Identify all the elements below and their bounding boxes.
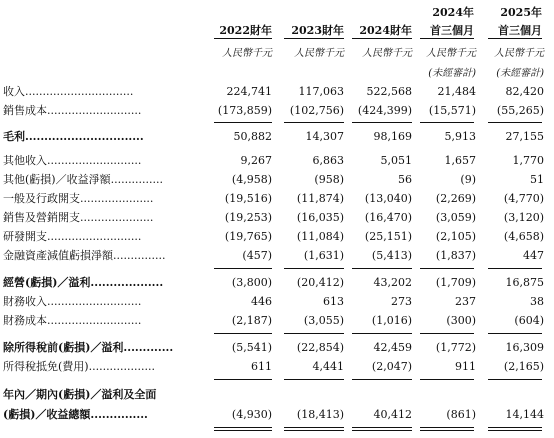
subtotal-rule [420, 333, 474, 334]
total-double-rule [420, 430, 474, 431]
cell-value: (2,269) [435, 192, 476, 205]
cell-value: (424,399) [357, 104, 412, 117]
total-row [0, 385, 554, 425]
cell-value: 611 [251, 360, 272, 373]
subtotal-rule [284, 122, 344, 123]
col-unit: 人民幣千元 [294, 48, 344, 59]
cell-value: (5,413) [371, 249, 412, 262]
cell-value: (1,016) [371, 314, 412, 327]
cell-value: (2,105) [435, 230, 476, 243]
table-row [0, 170, 554, 189]
cell-value: (2,047) [371, 360, 412, 373]
cell-value: (5,541) [231, 341, 272, 354]
cell-value: 82,420 [505, 85, 544, 98]
total-double-rule [214, 427, 272, 428]
subtotal-rule [214, 122, 272, 123]
row-label: 其他收入........................... [3, 154, 142, 167]
row-label: 除所得稅前(虧損)／溢利............. [3, 341, 174, 354]
cell-value: 446 [251, 295, 272, 308]
cell-value: (958) [314, 173, 344, 186]
cell-value: (4,770) [503, 192, 544, 205]
row-label: 其他(虧損)／收益淨額............... [3, 173, 164, 186]
table-row [0, 151, 554, 170]
total-double-rule [284, 430, 344, 431]
cell-value: 4,441 [312, 360, 344, 373]
total-label-line2: (虧損)／收益總額............... [3, 408, 148, 421]
total-double-rule [488, 427, 542, 428]
col-header-underline [420, 38, 474, 39]
cell-value: 98,169 [373, 130, 412, 143]
total-label-line1: 年內／期內(虧損)／溢利及全面 [3, 388, 157, 401]
cell-value: 522,568 [366, 85, 412, 98]
cell-value: (1,631) [303, 249, 344, 262]
cell-value: 5,051 [380, 154, 412, 167]
total-double-rule [420, 427, 474, 428]
cell-value: 16,875 [505, 276, 544, 289]
cell-value: (19,765) [224, 230, 272, 243]
cell-value: (3,059) [435, 211, 476, 224]
subtotal-rule [284, 379, 344, 380]
col-unit: 人民幣千元 [222, 48, 272, 59]
cell-value: (861) [446, 408, 476, 421]
col-header-line2: 首三個月 [430, 24, 474, 37]
subtotal-rule [420, 122, 474, 123]
cell-value: 6,863 [312, 154, 344, 167]
col-unit: 人民幣千元 [426, 48, 476, 59]
total-double-rule [214, 430, 272, 431]
cell-value: 50,882 [233, 130, 272, 143]
table-row [0, 357, 554, 376]
col-header-line1: 2025年 [500, 6, 542, 19]
cell-value: (102,756) [289, 104, 344, 117]
cell-value: 5,913 [444, 130, 476, 143]
table-row [0, 127, 554, 146]
subtotal-rule [284, 333, 344, 334]
col-unit: 人民幣千元 [494, 48, 544, 59]
cell-value: 16,309 [505, 341, 544, 354]
cell-value: (11,084) [296, 230, 344, 243]
subtotal-rule [352, 333, 412, 334]
cell-value: (25,151) [364, 230, 412, 243]
row-label: 財務成本........................... [3, 314, 142, 327]
cell-value: 447 [523, 249, 544, 262]
table-row [0, 273, 554, 292]
cell-value: (3,055) [303, 314, 344, 327]
cell-value: (16,470) [364, 211, 412, 224]
col-unit: 人民幣千元 [362, 48, 412, 59]
cell-value: (22,854) [296, 341, 344, 354]
col-header-line1: 2024年 [432, 6, 474, 19]
cell-value: 911 [455, 360, 476, 373]
col-header-underline [352, 38, 412, 39]
cell-value: (11,874) [296, 192, 344, 205]
col-header-line2: 2023財年 [291, 24, 344, 37]
subtotal-rule [420, 379, 474, 380]
col-header-underline [214, 38, 272, 39]
table-row [0, 189, 554, 208]
col-note: (未經審計) [496, 68, 544, 79]
cell-value: 21,484 [437, 85, 476, 98]
cell-value: (20,412) [296, 276, 344, 289]
total-double-rule [352, 430, 412, 431]
col-header-line2: 首三個月 [498, 24, 542, 37]
cell-value: (457) [242, 249, 272, 262]
cell-value: 1,770 [512, 154, 544, 167]
row-label: 財務收入........................... [3, 295, 142, 308]
table-row [0, 82, 554, 101]
cell-value: (1,772) [435, 341, 476, 354]
row-label: 毛利............................... [3, 130, 144, 143]
cell-value: 613 [323, 295, 344, 308]
total-double-rule [488, 430, 542, 431]
row-label: 收入............................... [3, 85, 134, 98]
subtotal-rule [488, 122, 542, 123]
col-note: (未經審計) [428, 68, 476, 79]
cell-value: (19,516) [224, 192, 272, 205]
cell-value: 117,063 [298, 85, 344, 98]
subtotal-rule [352, 122, 412, 123]
row-label: 銷售及營銷開支..................... [3, 211, 154, 224]
table-row [0, 227, 554, 246]
cell-value: 237 [455, 295, 476, 308]
cell-value: 1,657 [444, 154, 476, 167]
row-label: 研發開支........................... [3, 230, 142, 243]
subtotal-rule [214, 268, 272, 269]
cell-value: 38 [530, 295, 544, 308]
cell-value: 9,267 [240, 154, 272, 167]
table-row [0, 246, 554, 265]
cell-value: (4,658) [503, 230, 544, 243]
subtotal-rule [488, 333, 542, 334]
cell-value: (18,413) [296, 408, 344, 421]
col-header-underline [488, 38, 542, 39]
cell-value: (13,040) [364, 192, 412, 205]
cell-value: (3,800) [231, 276, 272, 289]
row-label: 所得稅抵免(費用)................... [3, 360, 156, 373]
cell-value: (16,035) [296, 211, 344, 224]
subtotal-rule [488, 379, 542, 380]
cell-value: (2,165) [503, 360, 544, 373]
cell-value: (604) [514, 314, 544, 327]
cell-value: (1,837) [435, 249, 476, 262]
row-label: 金融資產減值虧損淨額............... [3, 249, 166, 262]
cell-value: (1,709) [435, 276, 476, 289]
cell-value: 43,202 [373, 276, 412, 289]
cell-value: 40,412 [373, 408, 412, 421]
cell-value: 14,144 [505, 408, 544, 421]
table-row [0, 292, 554, 311]
col-header-line2: 2024財年 [359, 24, 412, 37]
col-header-line2: 2022財年 [219, 24, 272, 37]
cell-value: (4,958) [231, 173, 272, 186]
row-label: 銷售成本........................... [3, 104, 142, 117]
table-row [0, 101, 554, 120]
subtotal-rule [284, 268, 344, 269]
subtotal-rule [214, 379, 272, 380]
cell-value: (19,253) [224, 211, 272, 224]
cell-value: (2,187) [231, 314, 272, 327]
cell-value: 27,155 [505, 130, 544, 143]
total-double-rule [352, 427, 412, 428]
cell-value: 42,459 [373, 341, 412, 354]
subtotal-rule [420, 268, 474, 269]
total-double-rule [284, 427, 344, 428]
cell-value: (15,571) [428, 104, 476, 117]
row-label: 一般及行政開支..................... [3, 192, 154, 205]
subtotal-rule [488, 268, 542, 269]
cell-value: 273 [391, 295, 412, 308]
subtotal-rule [352, 268, 412, 269]
cell-value: (173,859) [217, 104, 272, 117]
cell-value: 56 [398, 173, 412, 186]
cell-value: 51 [530, 173, 544, 186]
cell-value: (55,265) [496, 104, 544, 117]
cell-value: (3,120) [503, 211, 544, 224]
col-header-underline [284, 38, 344, 39]
cell-value: 224,741 [226, 85, 272, 98]
table-row [0, 311, 554, 330]
cell-value: (9) [460, 173, 476, 186]
subtotal-rule [352, 379, 412, 380]
subtotal-rule [214, 333, 272, 334]
cell-value: 14,307 [305, 130, 344, 143]
cell-value: (4,930) [231, 408, 272, 421]
row-label: 經營(虧損)／溢利................... [3, 276, 164, 289]
cell-value: (300) [446, 314, 476, 327]
table-row [0, 208, 554, 227]
table-row [0, 338, 554, 357]
